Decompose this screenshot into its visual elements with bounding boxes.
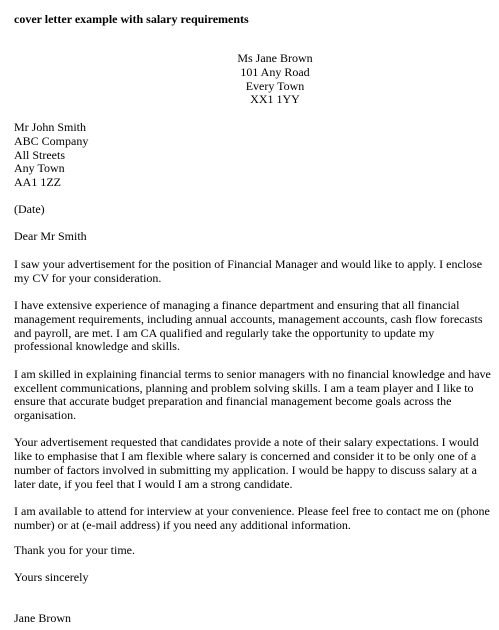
signoff: Yours sincerely [14,570,89,584]
sender-street: 101 Any Road [240,64,310,79]
closing-line: Thank you for your time. [14,543,135,557]
document-title: cover letter example with salary requirements [14,12,249,26]
paragraph-skills: I am skilled in explaining financial terms to senior managers with no financial knowledge and have excellent communications, planning and problem solving skills. I am a team player and I like to ensure that accurate budget preparation and financial management become goals across the organisation. [14,366,491,423]
recipient-name: Mr John Smith [14,120,87,134]
cover-letter-page [14,12,492,625]
salutation: Dear Mr Smith [14,229,87,243]
recipient-address [14,121,88,190]
recipient-postcode: AA1 1ZZ [14,175,61,190]
paragraph-intro: I saw your advertisement for the position of Financial Manager and would like to apply. I enclose my CV for your consideration. [14,257,483,285]
date-placeholder: (Date) [14,202,45,216]
recipient-company: ABC Company [14,133,89,148]
recipient-town: Any Town [14,161,65,176]
letter-body [14,258,492,546]
sender-address [14,52,492,107]
paragraph-availability: I am available to attend for interview at your convenience. Please feel free to contact me on (phone number) or at (e-mail address) if you need any additional information. [14,504,490,532]
recipient-street: All Streets [14,147,65,162]
paragraph-salary: Your advertisement requested that candidates provide a note of their salary expectations. I would like to emphasise that I am flexible where salary is concerned and consider it to be only one of a number of factors involved in submitting my application. I would be happy to discuss salary at a later date, if you feel that I would I am a strong candidate. [14,435,479,491]
paragraph-experience: I have extensive experience of managing a finance department and ensuring that all financial management requirements, including annual accounts, management accounts, cash flow forecasts and payroll, are met. I am CA qualified and regularly take the opportunity to update my professional knowledge and skills. [14,298,483,354]
sender-town: Every Town [245,78,305,93]
signature-name: Jane Brown [14,611,71,625]
sender-postcode: XX1 1YY [250,92,300,107]
sender-name: Ms Jane Brown [237,51,313,65]
